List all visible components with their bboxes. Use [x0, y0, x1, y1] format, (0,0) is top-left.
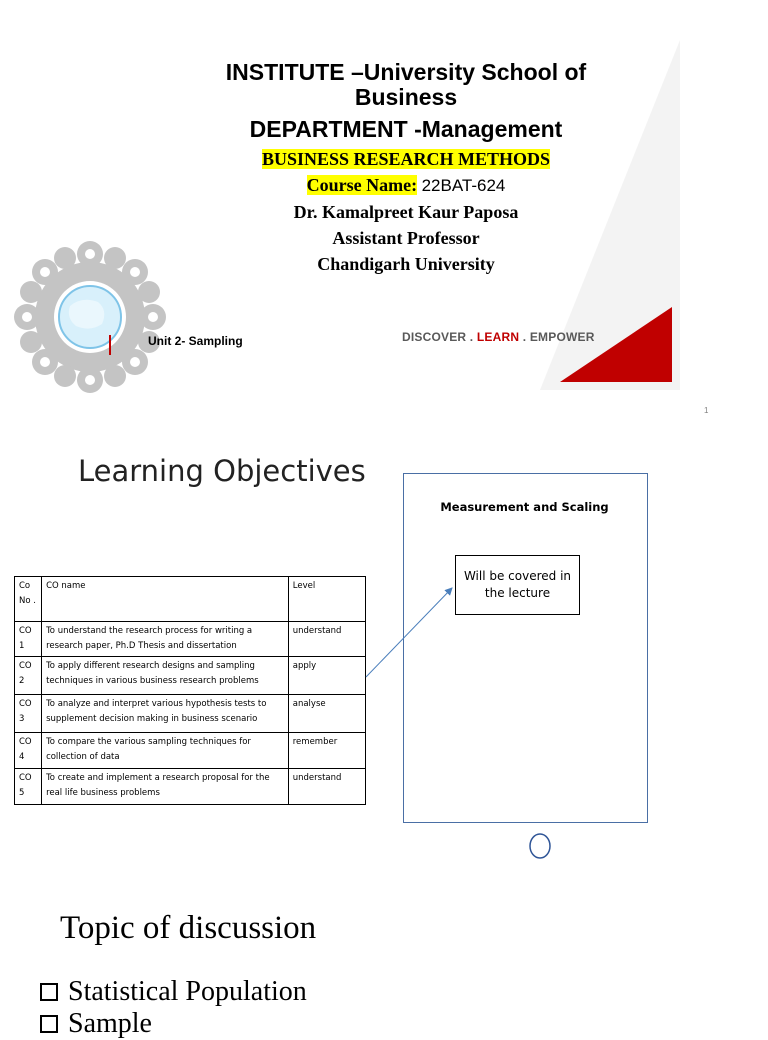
university-name: Chandigarh University: [317, 254, 495, 274]
table-row: [15, 733, 366, 769]
checkbox-icon: [40, 983, 58, 1001]
table-header-row: [15, 577, 366, 622]
bullet-text: Statistical Population: [68, 976, 307, 1007]
table-header-cell: CO name: [42, 577, 289, 622]
course-outcomes-table: [14, 576, 366, 805]
table-row: [15, 622, 366, 657]
department-title: DEPARTMENT -Management: [249, 116, 563, 142]
course-name-line: [0, 174, 768, 197]
co-number-cell: CO 2: [15, 657, 42, 695]
table-row: [15, 695, 366, 733]
co-level-cell: analyse: [288, 695, 365, 733]
gear-globe-logo-icon: [12, 240, 172, 395]
connector-arrow: [360, 580, 470, 685]
table-header-cell: Level: [288, 577, 365, 622]
author-name: Dr. Kamalpreet Kaur Paposa: [293, 202, 519, 222]
co-name-cell: To analyze and interpret various hypothesis tests to supplement decision making in business scenario: [42, 695, 289, 733]
course-label: Course Name:: [306, 175, 418, 195]
co-name-cell: To create and implement a research proposal for the real life business problems: [42, 769, 289, 805]
co-level-cell: remember: [288, 733, 365, 769]
co-level-cell: understand: [288, 622, 365, 657]
co-name-cell: To apply different research designs and sampling techniques in various business research problems: [42, 657, 289, 695]
co-number-cell: CO 4: [15, 733, 42, 769]
table-row: [15, 769, 366, 805]
measurement-scaling-heading: Measurement and Scaling: [440, 500, 609, 514]
subject-title: [0, 148, 768, 170]
page-number: 1: [704, 406, 709, 415]
author-designation: Assistant Professor: [332, 228, 480, 248]
co-name-cell: To understand the research process for writing a research paper, Ph.D Thesis and dissertation: [42, 622, 289, 657]
bullet-item: [40, 1008, 152, 1040]
co-number-cell: CO 1: [15, 622, 42, 657]
co-name-cell: To compare the various sampling techniques for collection of data: [42, 733, 289, 769]
co-level-cell: apply: [288, 657, 365, 695]
checkbox-icon: [40, 1015, 58, 1033]
table-header-cell: Co No .: [15, 577, 42, 622]
institute-title: INSTITUTE –University School of: [225, 59, 587, 85]
course-code: 22BAT-624: [421, 176, 506, 195]
bullet-text: Sample: [68, 1008, 152, 1039]
lecture-note-box: [455, 555, 580, 615]
bullet-item: [40, 976, 307, 1008]
institute-title-continued: Business: [354, 84, 458, 110]
tagline-learn: LEARN: [476, 330, 520, 344]
topic-of-discussion-title: Topic of discussion: [60, 910, 317, 946]
co-number-cell: CO 5: [15, 769, 42, 805]
co-level-cell: understand: [288, 769, 365, 805]
oval-shape-icon: [527, 831, 553, 861]
co-number-cell: CO 3: [15, 695, 42, 733]
table-row: [15, 657, 366, 695]
unit-label: Unit 2- Sampling: [148, 334, 243, 348]
lecture-note-text: Will be covered in the lecture: [463, 569, 572, 600]
learning-objectives-title: Learning Objectives: [78, 454, 366, 488]
tagline: DISCOVER . LEARN . EMPOWER: [402, 330, 595, 344]
subject-highlight: BUSINESS RESEARCH METHODS: [261, 149, 551, 169]
